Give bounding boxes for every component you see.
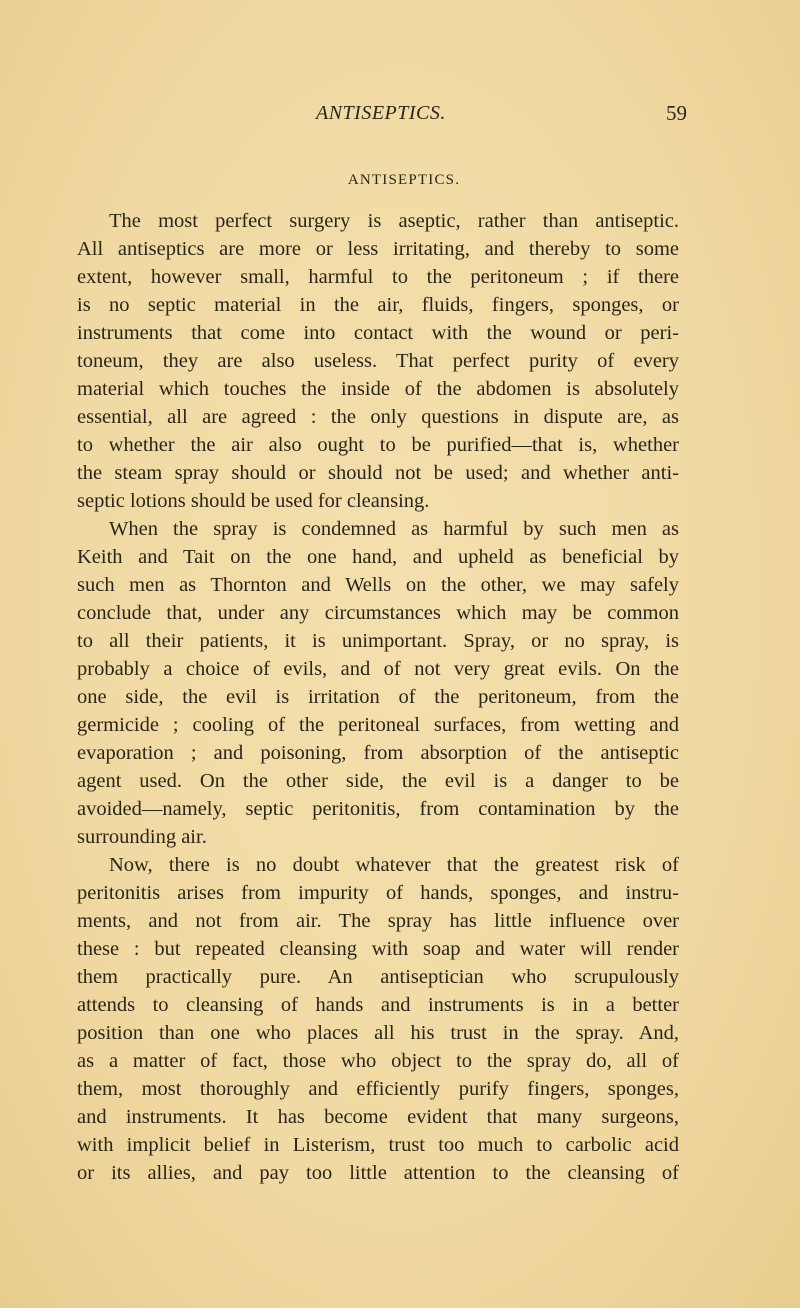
text-line: ments, and not from air. The spray has little influence over <box>77 910 679 932</box>
text-line: the steam spray should or should not be used; and whether anti- <box>77 462 679 484</box>
text-line: them, most thoroughly and efficiently purify fingers, sponges, <box>77 1078 679 1100</box>
text-line: as a matter of fact, those who object to the spray do, all of <box>77 1050 679 1072</box>
text-line: these : but repeated cleansing with soap and water will render <box>77 938 679 960</box>
text-line: surrounding air. <box>77 826 207 848</box>
text-line: Now, there is no doubt whatever that the greatest risk of <box>109 854 679 876</box>
text-line: germicide ; cooling of the peritoneal surfaces, from wetting and <box>77 714 679 736</box>
text-line: with implicit belief in Listerism, trust too much to carbolic acid <box>77 1134 679 1156</box>
section-title: ANTISEPTICS. <box>347 172 461 188</box>
text-line: The most perfect surgery is aseptic, rather than antiseptic. <box>109 210 679 232</box>
text-line: peritonitis arises from impurity of hands, sponges, and instru- <box>77 882 679 904</box>
text-line: and instruments. It has become evident that many surgeons, <box>77 1106 679 1128</box>
text-line: them practically pure. An antiseptician who scrupulously <box>77 966 679 988</box>
text-line: instruments that come into contact with the wound or peri- <box>77 322 679 344</box>
text-line: toneum, they are also useless. That perfect purity of every <box>77 350 679 372</box>
text-line: extent, however small, harmful to the peritoneum ; if there <box>77 266 679 288</box>
text-line: Keith and Tait on the one hand, and upheld as beneficial by <box>77 546 679 568</box>
body-text <box>77 207 679 1187</box>
text-line: material which touches the inside of the abdomen is absolutely <box>77 378 679 400</box>
text-line: avoided—namely, septic peritonitis, from contamination by the <box>77 798 679 820</box>
text-line: essential, all are agreed : the only questions in dispute are, as <box>77 406 679 428</box>
text-line: When the spray is condemned as harmful by such men as <box>109 518 679 540</box>
running-title: ANTISEPTICS. <box>316 102 446 124</box>
text-line: one side, the evil is irritation of the peritoneum, from the <box>77 686 679 708</box>
text-line: All antiseptics are more or less irritating, and thereby to some <box>77 238 679 260</box>
text-line: such men as Thornton and Wells on the other, we may safely <box>77 574 679 596</box>
text-line: to all their patients, it is unimportant. Spray, or no spray, is <box>77 630 679 652</box>
text-line: agent used. On the other side, the evil is a danger to be <box>77 770 679 792</box>
text-line: attends to cleansing of hands and instruments is in a better <box>77 994 679 1016</box>
text-line: probably a choice of evils, and of not very great evils. On the <box>77 658 679 680</box>
running-header <box>0 102 800 132</box>
text-line: conclude that, under any circumstances which may be common <box>77 602 679 624</box>
text-line: evaporation ; and poisoning, from absorption of the antiseptic <box>77 742 679 764</box>
text-line: or its allies, and pay too little attention to the cleansing of <box>77 1162 679 1184</box>
text-line: to whether the air also ought to be purified—that is, whether <box>77 434 679 456</box>
text-line: position than one who places all his trust in the spray. And, <box>77 1022 679 1044</box>
text-line: is no septic material in the air, fluids, fingers, sponges, or <box>77 294 679 316</box>
page-number: 59 <box>666 101 687 125</box>
text-line: septic lotions should be used for cleansing. <box>77 490 430 512</box>
